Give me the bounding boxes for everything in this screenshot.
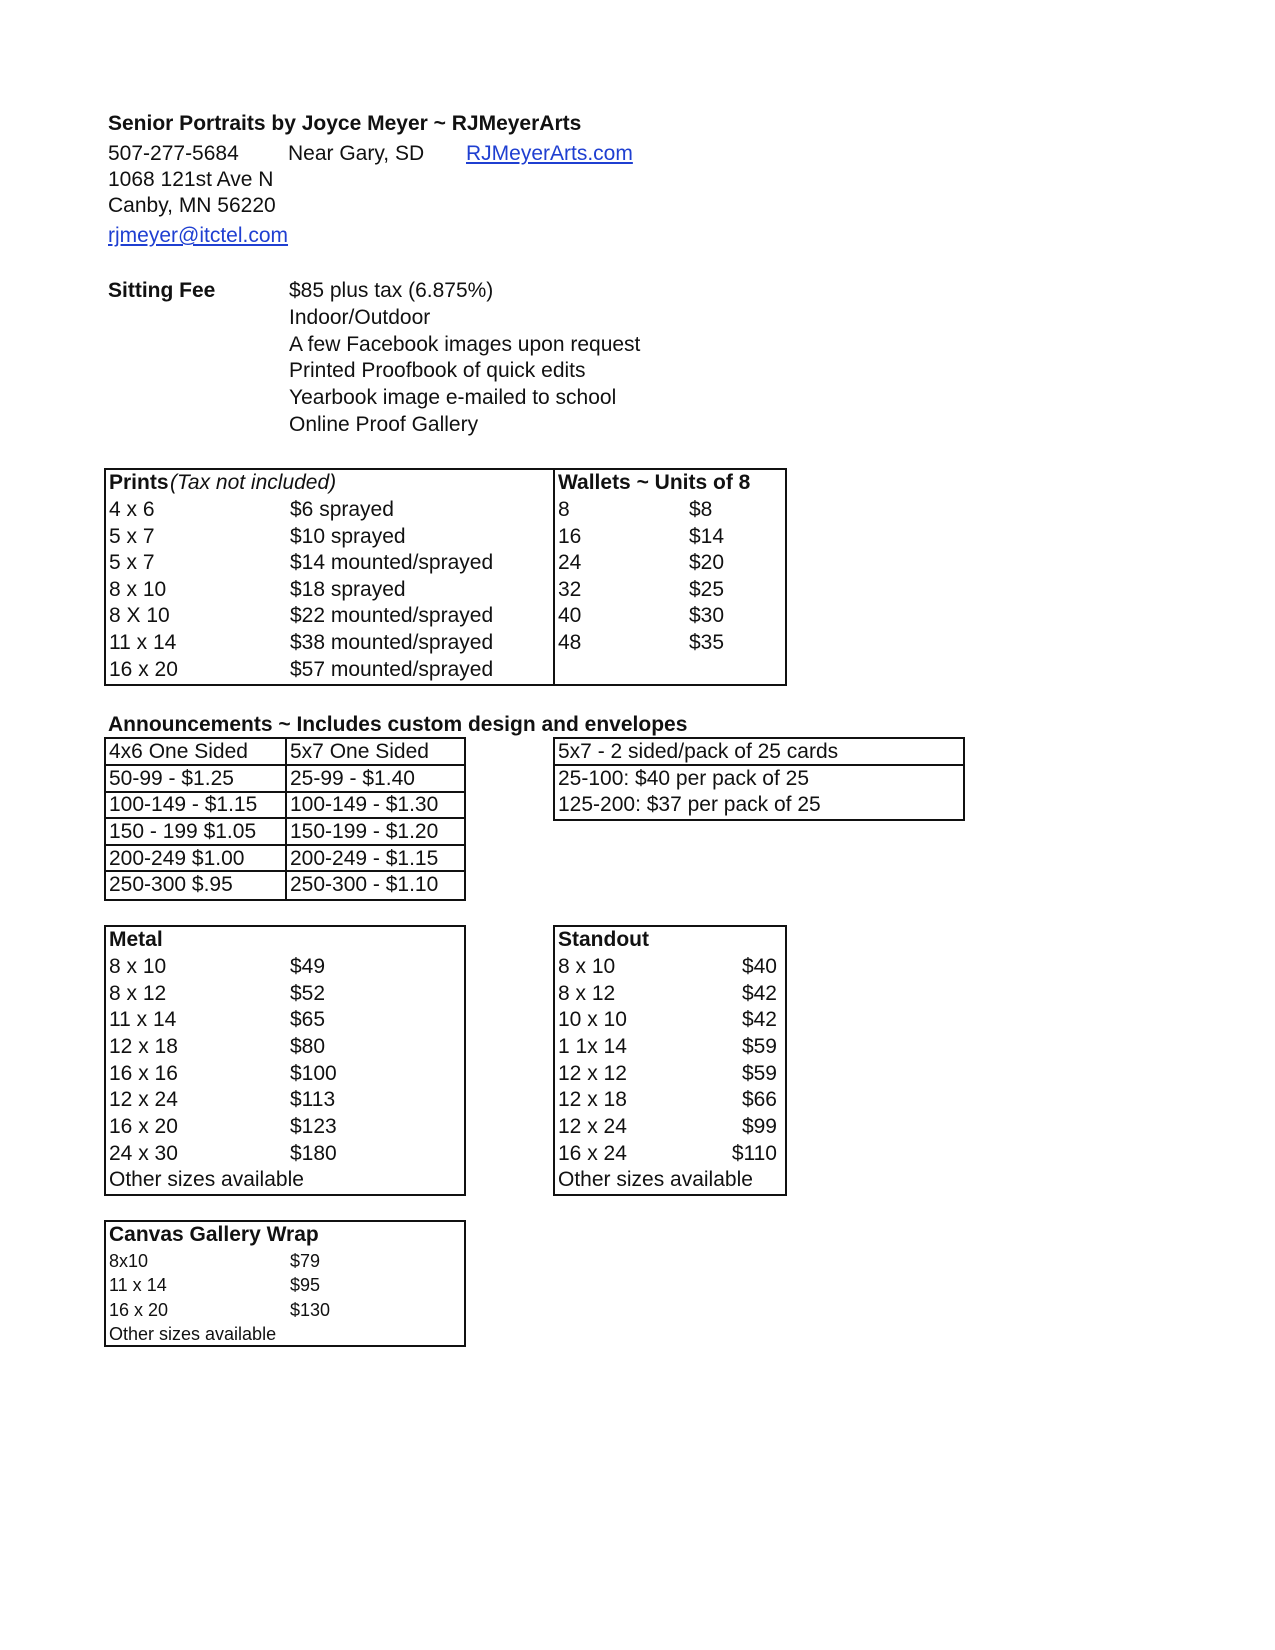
table-row [106,766,464,792]
metal-size: 8 x 10 [109,955,167,978]
table-row [106,657,785,683]
two-sided-cell: 125-200: $37 per pack of 25 [558,793,821,816]
announce-col2-cell: 200-249 - $1.15 [290,847,439,870]
standout-price: $42 [741,982,777,1005]
canvas-size: 11 x 14 [109,1275,167,1295]
table-row [555,1034,785,1060]
canvas-size: 16 x 20 [109,1300,169,1320]
table-row [106,1007,464,1033]
phone-number: 507-277-5684 [108,142,239,165]
print-price: $6 sprayed [290,498,394,521]
sitting-fee-line: $85 plus tax (6.875%) [289,279,494,302]
metal-price: $49 [290,955,326,978]
standout-price: $66 [741,1088,777,1111]
table-row [106,1087,464,1113]
wallets-title: Wallets ~ Units of 8 [558,471,751,494]
table-row [555,981,785,1007]
page-title: Senior Portraits by Joyce Meyer ~ RJMeyerArts [108,112,582,135]
table-row [106,524,785,550]
standout-footer: Other sizes available [558,1168,753,1191]
standout-size: 8 x 12 [558,982,616,1005]
table-row [555,1007,785,1033]
table-row [106,954,464,980]
announce-col1-header: 4x6 One Sided [109,740,248,763]
standout-price: $110 [731,1142,777,1165]
address-line-1: 1068 121st Ave N [108,168,274,191]
prints-title: Prints [109,471,169,494]
print-size: 8 X 10 [109,604,170,627]
announcements-title: Announcements ~ Includes custom design and envelopes [108,713,688,736]
standout-price: $42 [741,1008,777,1031]
canvas-footer: Other sizes available [109,1324,277,1344]
table-row [106,1141,464,1167]
print-price: $57 mounted/sprayed [290,658,494,681]
print-size: 8 x 10 [109,578,167,601]
table-row [106,550,785,576]
canvas-price: $79 [290,1251,321,1271]
print-size: 5 x 7 [109,551,155,574]
two-sided-announcements [553,737,965,821]
standout-size: 12 x 12 [558,1062,627,1085]
wallet-price: $8 [689,498,713,521]
wallet-price: $25 [689,578,725,601]
metal-price: $52 [290,982,326,1005]
standout-price: $59 [741,1062,777,1085]
sitting-fee-line: Online Proof Gallery [289,413,479,436]
standout-size: 12 x 18 [558,1088,627,1111]
sitting-fee-line: A few Facebook images upon request [289,333,641,356]
canvas-table [104,1220,466,1347]
metal-price: $65 [290,1008,326,1031]
metal-size: 16 x 20 [109,1115,178,1138]
table-row [106,792,464,818]
standout-size: 12 x 24 [558,1115,627,1138]
announce-col2-cell: 100-149 - $1.30 [290,793,439,816]
table-row [106,819,464,845]
print-size: 5 x 7 [109,525,155,548]
canvas-price: $95 [290,1275,321,1295]
metal-price: $113 [290,1088,336,1111]
metal-footer: Other sizes available [109,1168,304,1191]
table-row [555,954,785,980]
wallet-price: $14 [689,525,725,548]
metal-table [104,925,466,1196]
wallet-price: $35 [689,631,725,654]
announce-col2-cell: 250-300 - $1.10 [290,873,439,896]
metal-price: $100 [290,1062,337,1085]
standout-size: 8 x 10 [558,955,616,978]
standout-title: Standout [558,928,649,951]
standout-size: 1 1x 14 [558,1035,627,1058]
two-sided-cell: 25-100: $40 per pack of 25 [558,767,810,790]
standout-price: $40 [741,955,777,978]
two-sided-cell: 5x7 - 2 sided/pack of 25 cards [558,740,839,763]
announce-col2-cell: 150-199 - $1.20 [290,820,439,843]
metal-size: 24 x 30 [109,1142,178,1165]
table-row [106,1272,464,1298]
print-price: $22 mounted/sprayed [290,604,494,627]
print-price: $18 sprayed [290,578,406,601]
table-row [555,1141,785,1167]
table-row [106,1114,464,1140]
table-row [555,1114,785,1140]
announce-col1-cell: 250-300 $.95 [109,873,233,896]
prints-wallets-table [104,468,787,686]
wallet-qty: 32 [558,578,582,601]
table-row [106,603,785,629]
wallet-price: $30 [689,604,725,627]
metal-price: $123 [290,1115,337,1138]
announce-col1-cell: 50-99 - $1.25 [109,767,234,790]
email-link[interactable]: rjmeyer@itctel.com [108,224,289,247]
location-text: Near Gary, SD [288,142,425,165]
metal-price: $180 [290,1142,337,1165]
metal-price: $80 [290,1035,326,1058]
sitting-fee-line: Yearbook image e-mailed to school [289,386,617,409]
website-link[interactable]: RJMeyerArts.com [466,142,633,165]
metal-size: 8 x 12 [109,982,167,1005]
table-row [555,1061,785,1087]
print-size: 4 x 6 [109,498,155,521]
address-line-2: Canby, MN 56220 [108,194,276,217]
canvas-size: 8x10 [109,1251,149,1271]
announcements-grid [104,737,466,901]
table-row [106,1248,464,1274]
wallet-qty: 8 [558,498,570,521]
metal-size: 16 x 16 [109,1062,178,1085]
table-row [106,872,464,898]
table-row [106,1061,464,1087]
standout-size: 16 x 24 [558,1142,627,1165]
table-row [106,630,785,656]
table-row [106,1297,464,1323]
print-size: 11 x 14 [109,631,177,654]
print-price: $10 sprayed [290,525,406,548]
announce-col1-cell: 100-149 - $1.15 [109,793,258,816]
wallet-qty: 24 [558,551,582,574]
metal-size: 11 x 14 [109,1008,177,1031]
standout-price: $99 [741,1115,777,1138]
standout-table [553,925,787,1196]
table-row [106,497,785,523]
sitting-fee-line: Indoor/Outdoor [289,306,431,329]
prints-note: (Tax not included) [170,471,337,494]
standout-size: 10 x 10 [558,1008,627,1031]
sitting-fee-line: Printed Proofbook of quick edits [289,359,586,382]
table-row [106,846,464,872]
metal-size: 12 x 24 [109,1088,178,1111]
announce-col1-cell: 150 - 199 $1.05 [109,820,257,843]
announce-col2-header: 5x7 One Sided [290,740,429,763]
metal-size: 12 x 18 [109,1035,178,1058]
sitting-fee-label: Sitting Fee [108,279,216,302]
wallet-qty: 40 [558,604,582,627]
wallet-qty: 48 [558,631,582,654]
announce-col1-cell: 200-249 $1.00 [109,847,245,870]
print-size: 16 x 20 [109,658,178,681]
table-row [106,1034,464,1060]
table-row [555,1087,785,1113]
wallet-price: $20 [689,551,725,574]
metal-title: Metal [109,928,163,951]
announce-col2-cell: 25-99 - $1.40 [290,767,415,790]
print-price: $38 mounted/sprayed [290,631,494,654]
print-price: $14 mounted/sprayed [290,551,494,574]
canvas-title: Canvas Gallery Wrap [109,1223,319,1246]
standout-price: $59 [741,1035,777,1058]
table-row [106,981,464,1007]
table-row [106,577,785,603]
canvas-price: $130 [290,1300,331,1320]
wallet-qty: 16 [558,525,582,548]
